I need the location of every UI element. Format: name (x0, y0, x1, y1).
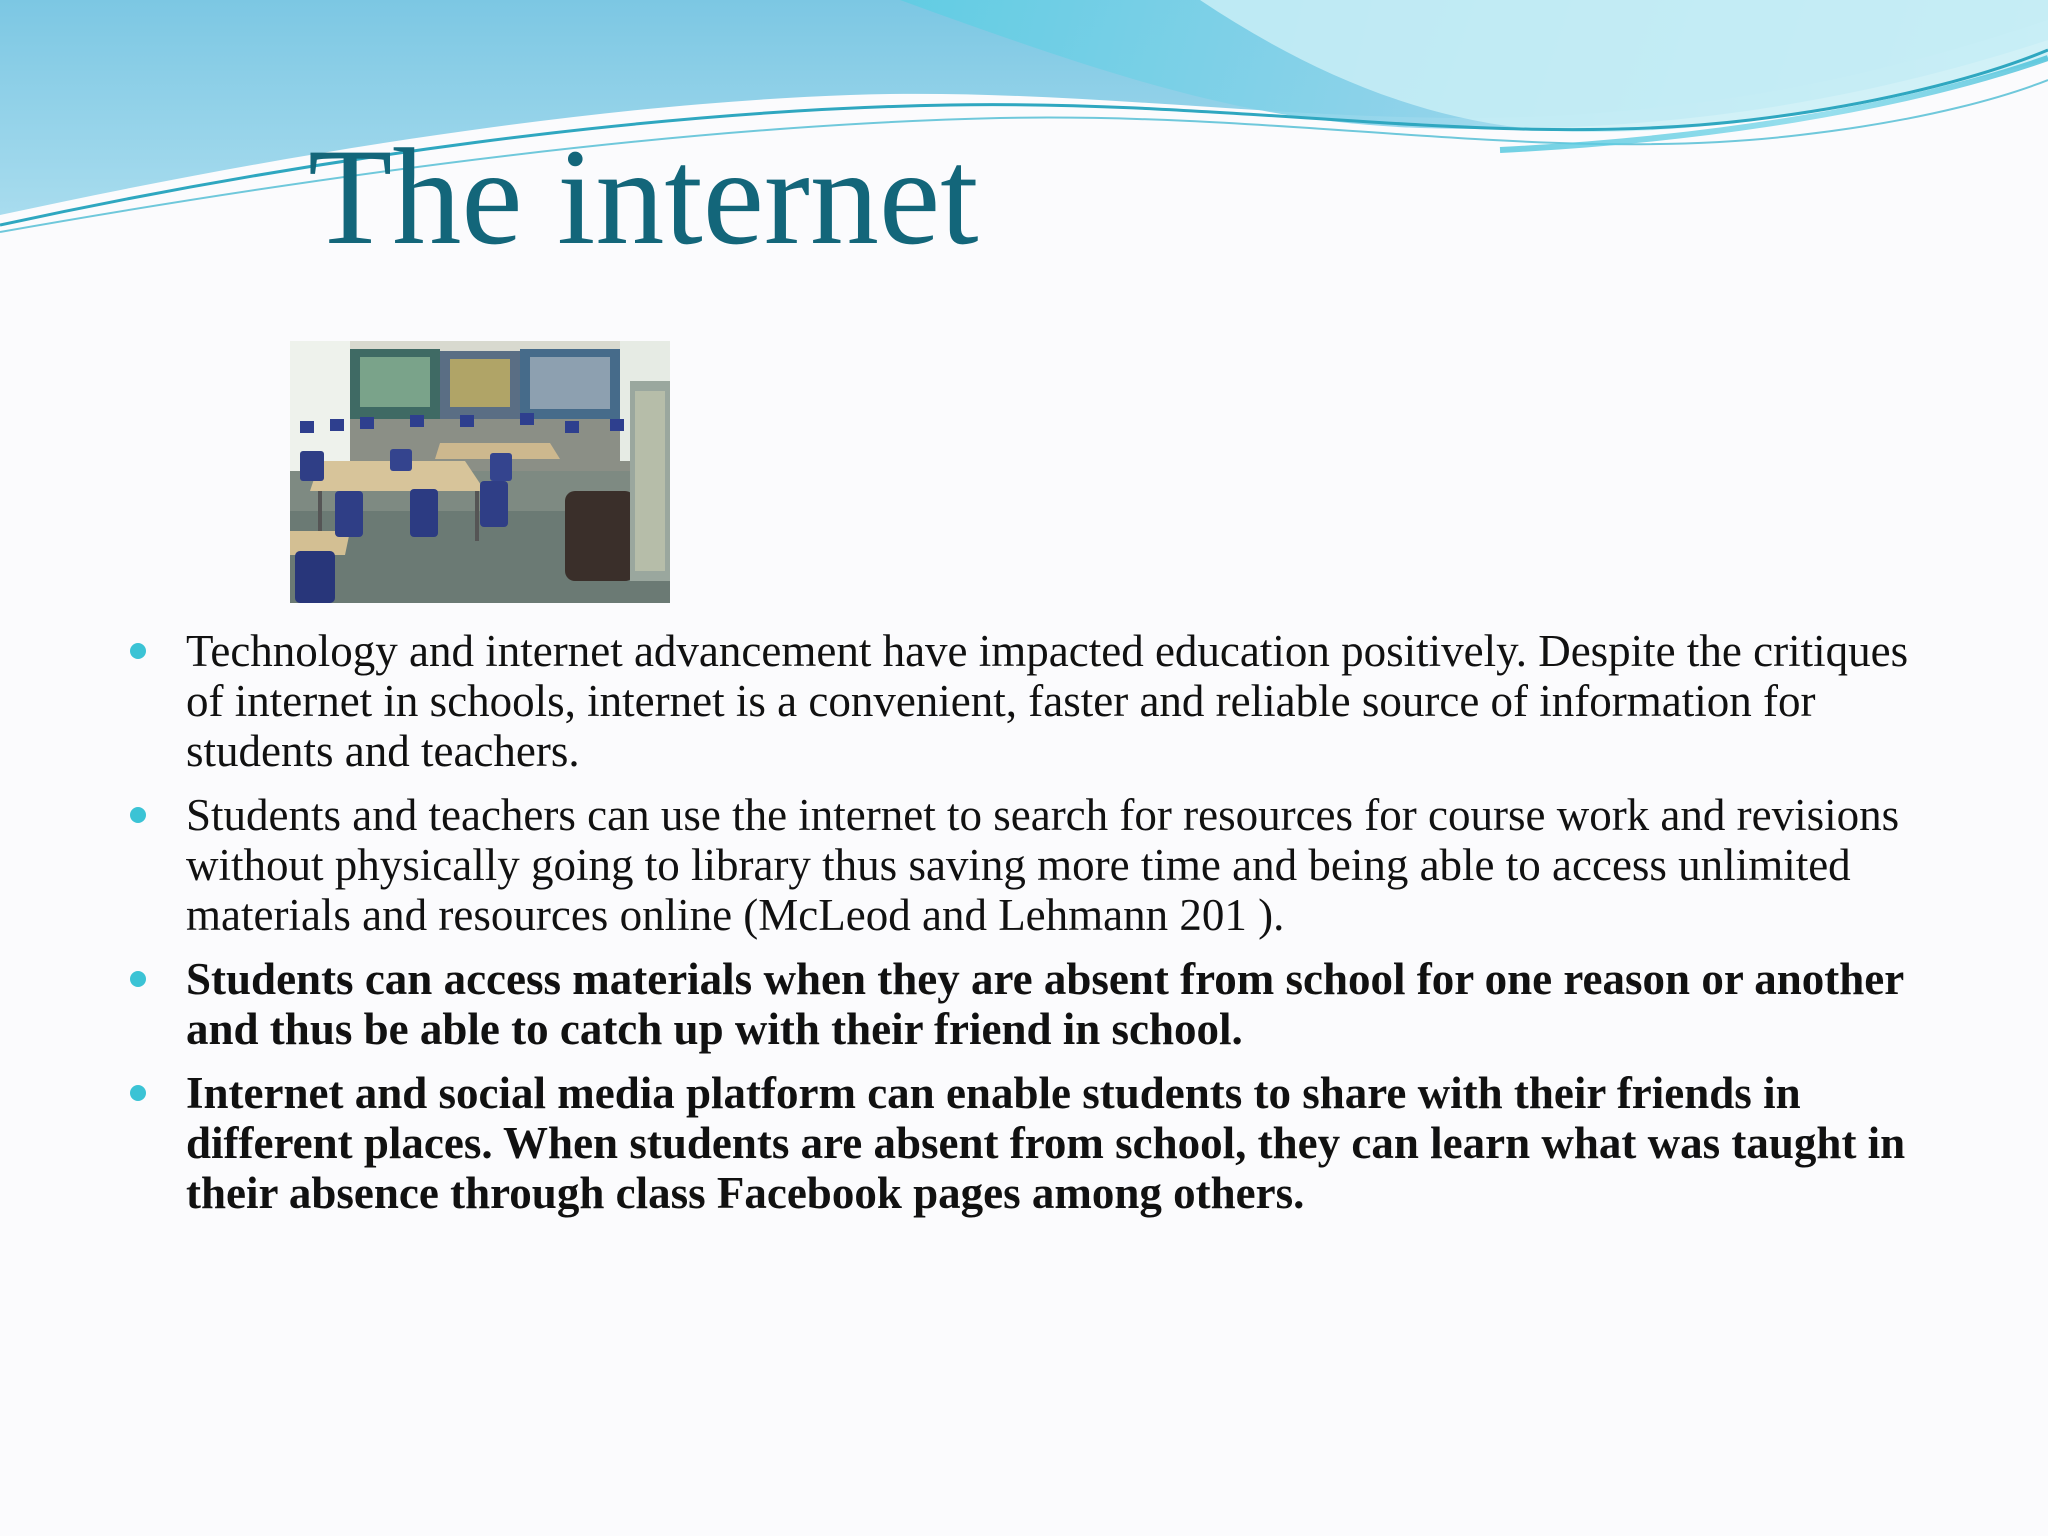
bullet-item (130, 626, 1956, 776)
computer-classroom-photo (290, 341, 670, 603)
bullet-dot-icon (130, 1085, 146, 1101)
bullet-dot-icon (130, 643, 146, 659)
bullet-text: Technology and internet advancement have impacted education positively. Despite the critiques of internet in schools, internet is a convenient, faster and reliable source of information for students and teachers. (186, 626, 1909, 776)
bullet-text: Students can access materials when they are absent from school for one reason or another and thus be able to catch up with their friend in school. (186, 954, 1904, 1054)
bullet-list (130, 626, 1930, 1232)
bullet-item (130, 790, 1956, 940)
bullet-dot-icon (130, 971, 146, 987)
bullet-text: Internet and social media platform can enable students to share with their friends in different places. When students are absent from school, they can learn what was taught in their absence through class Facebook pages among others. (186, 1068, 1906, 1218)
bullet-item (130, 954, 1956, 1054)
slide-title: The internet (308, 120, 979, 273)
bullet-dot-icon (130, 807, 146, 823)
bullet-text: Students and teachers can use the internet to search for resources for course work and revisions without physically going to library thus saving more time and being able to access unlimited materials and resources online (McLeod and Lehmann 201 ). (186, 790, 1900, 940)
bullet-item (130, 1068, 1956, 1218)
